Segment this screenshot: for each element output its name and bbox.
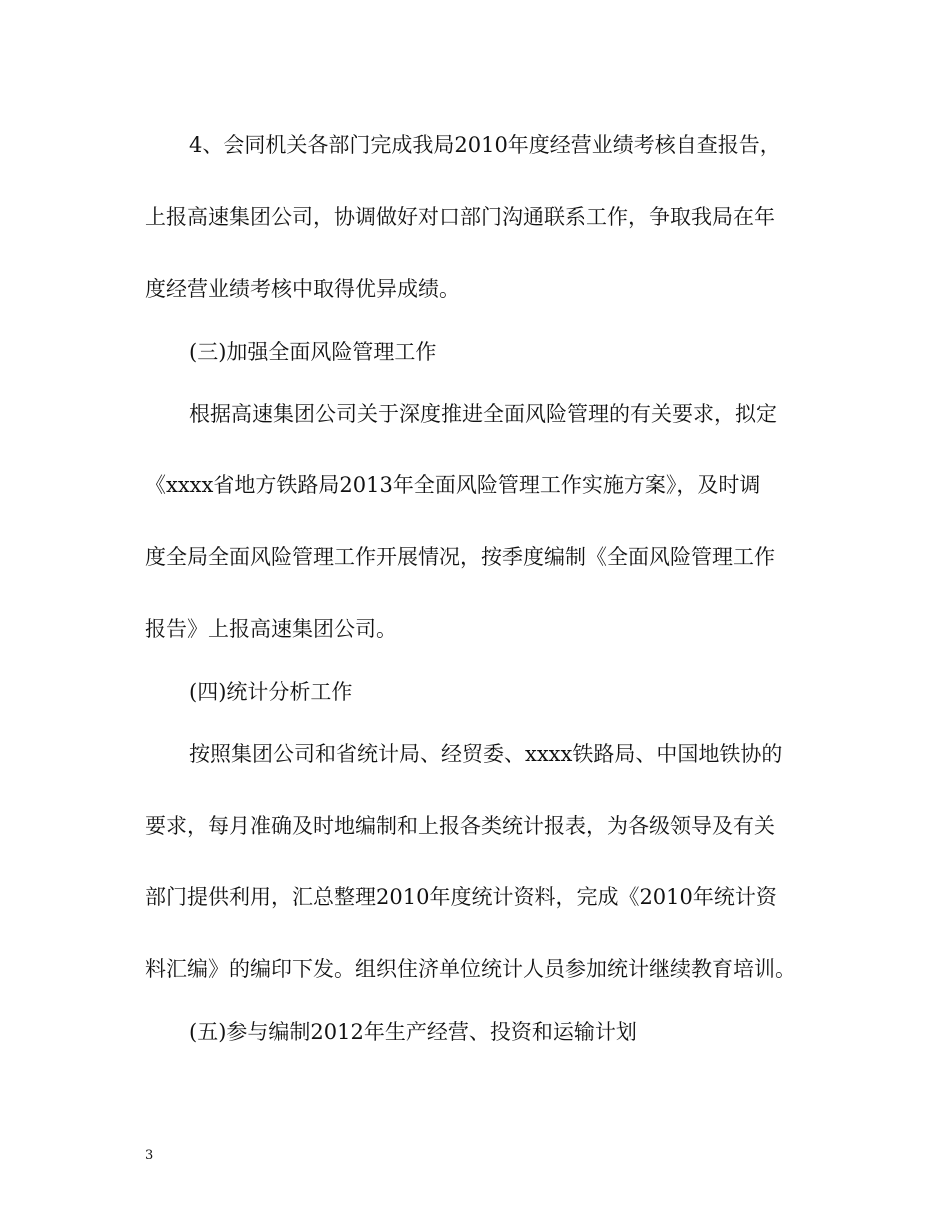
paragraph-line: 要求，每月准确及时地编制和上报各类统计报表，为各级领导及有关 — [145, 814, 775, 838]
paragraph-line: 按照集团公司和省统计局、经贸委、xxxx铁路局、中国地铁协的 — [189, 742, 783, 766]
paragraph-line: 根据高速集团公司关于深度推进全面风险管理的有关要求，拟定 — [189, 402, 777, 426]
paragraph-line: 上报高速集团公司，协调做好对口部门沟通联系工作，争取我局在年 — [145, 205, 775, 229]
page-number: 3 — [145, 1148, 154, 1163]
section-heading: (三)加强全面风险管理工作 — [189, 340, 437, 364]
paragraph-line: 度全局全面风险管理工作开展情况，按季度编制《全面风险管理工作 — [145, 545, 775, 569]
paragraph-line: 度经营业绩考核中取得优异成绩。 — [145, 277, 460, 301]
paragraph-line: 部门提供利用，汇总整理2010年度统计资料，完成《2010年统计资 — [145, 885, 777, 909]
paragraph-line: 料汇编》的编印下发。组织住济单位统计人员参加统计继续教育培训。 — [145, 957, 796, 981]
paragraph-line: 4、会同机关各部门完成我局2010年度经营业绩考核自查报告， — [189, 133, 781, 157]
section-heading: (四)统计分析工作 — [189, 680, 353, 704]
section-heading: (五)参与编制2012年生产经营、投资和运输计划 — [189, 1020, 637, 1044]
paragraph-line: 报告》上报高速集团公司。 — [145, 617, 397, 641]
paragraph-line: 《xxxx省地方铁路局2013年全面风险管理工作实施方案》，及时调 — [145, 473, 761, 497]
